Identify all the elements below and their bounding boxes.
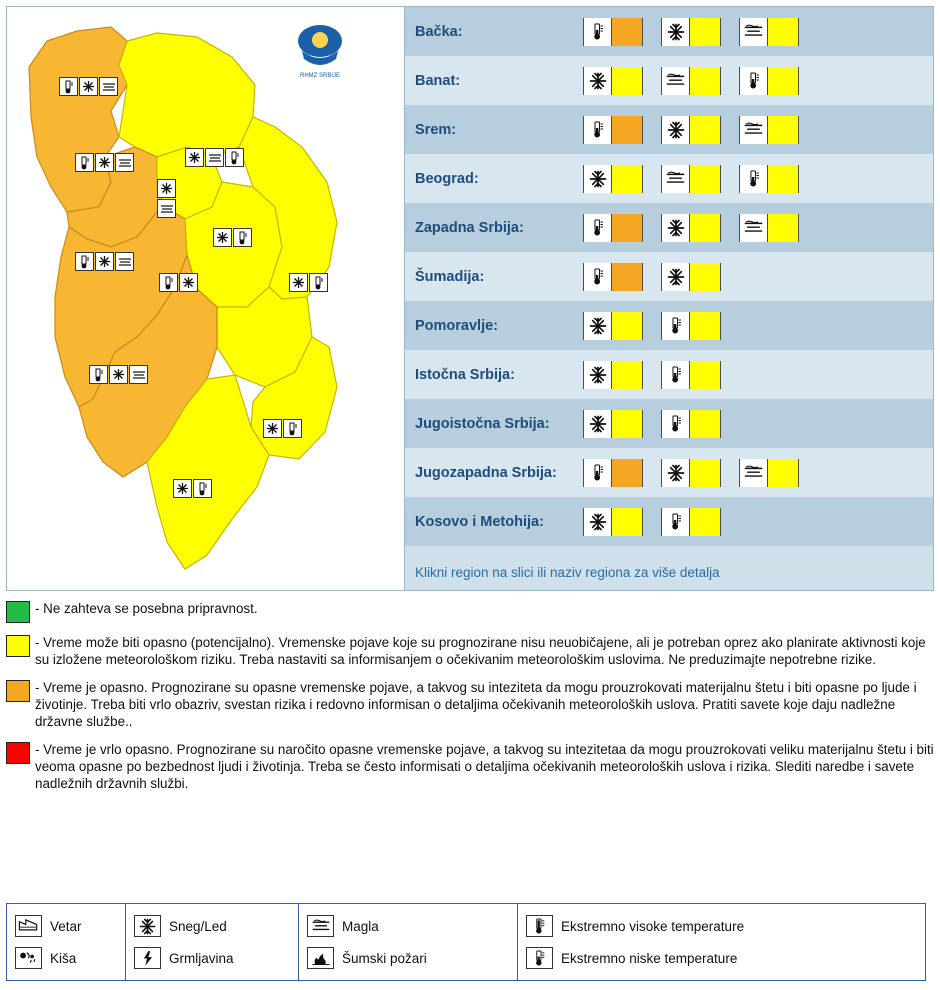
severity-color-block [690, 116, 720, 144]
legend-color-swatch [6, 680, 30, 702]
rhmz-logo [292, 21, 348, 83]
symbol-legend-item [307, 947, 517, 969]
fog-icon [740, 18, 768, 46]
symbol-label: Šumski požari [342, 950, 427, 966]
low-temp-icon [584, 214, 612, 242]
warning-icons [583, 459, 799, 487]
warning-indicator [583, 214, 643, 242]
warning-indicator [583, 459, 643, 487]
low-temp-icon [662, 508, 690, 536]
region-name-link[interactable]: Srem: [415, 121, 457, 138]
symbol-legend-item [526, 915, 918, 937]
low-temp-icon [233, 228, 252, 247]
severity-color-block [768, 67, 798, 95]
region-name-link[interactable]: Bačka: [415, 23, 463, 40]
legend-level [6, 600, 934, 623]
fog-icon [129, 365, 148, 384]
region-row[interactable] [405, 7, 933, 56]
warning-indicator [661, 312, 721, 340]
warning-indicator [583, 410, 643, 438]
map-badges-istocna-srbija[interactable] [289, 273, 328, 292]
region-row[interactable] [405, 154, 933, 203]
severity-color-block [690, 361, 720, 389]
severity-color-block [612, 116, 642, 144]
warning-icons [583, 508, 721, 536]
severity-color-block [612, 67, 642, 95]
fog-icon [115, 153, 134, 172]
rain-icon [15, 947, 42, 969]
severity-color-block [690, 410, 720, 438]
legend-description: - Ne zahteva se posebna pripravnost. [35, 601, 258, 616]
symbol-label: Grmljavina [169, 950, 234, 966]
region-row[interactable] [405, 448, 933, 497]
warning-icons [583, 214, 799, 242]
symbol-legend-column [299, 915, 517, 969]
snow-ice-icon [662, 263, 690, 291]
warning-indicator [739, 116, 799, 144]
snow-ice-icon [662, 459, 690, 487]
severity-color-block [612, 410, 642, 438]
snow-ice-icon [134, 915, 161, 937]
snow-ice-icon [213, 228, 232, 247]
legend-color-swatch [6, 601, 30, 623]
severity-color-block [690, 165, 720, 193]
severity-color-block [612, 263, 642, 291]
symbol-legend-item [307, 915, 517, 937]
symbol-legend-column [126, 915, 298, 969]
region-row[interactable] [405, 203, 933, 252]
region-row[interactable] [405, 497, 933, 546]
region-name-link[interactable]: Beograd: [415, 170, 479, 187]
warning-indicator [583, 508, 643, 536]
warning-indicator [661, 67, 721, 95]
symbol-label: Ekstremno visoke temperature [561, 918, 745, 934]
region-row[interactable] [405, 350, 933, 399]
severity-color-block [612, 459, 642, 487]
warning-indicator [583, 165, 643, 193]
low-temp-icon [662, 361, 690, 389]
severity-color-block [768, 459, 798, 487]
severity-color-block [690, 18, 720, 46]
high-temp-icon [526, 915, 553, 937]
fog-icon [157, 199, 176, 218]
warning-indicator [739, 459, 799, 487]
warning-indicator [661, 410, 721, 438]
region-name-link[interactable]: Zapadna Srbija: [415, 219, 524, 236]
warning-icons [583, 165, 799, 193]
map-badges-zapadna-srbija[interactable] [75, 252, 134, 271]
symbol-legend-item [15, 947, 125, 969]
warning-icons [583, 410, 721, 438]
map-badges-beograd[interactable] [157, 179, 176, 218]
snow-ice-icon [185, 148, 204, 167]
legend-color-swatch [6, 635, 30, 657]
warning-indicator [583, 67, 643, 95]
snow-ice-icon [289, 273, 308, 292]
warning-indicator [661, 459, 721, 487]
warning-overview [6, 6, 934, 591]
map-badges-banat[interactable] [185, 148, 244, 167]
symbol-label: Magla [342, 918, 379, 934]
snow-ice-icon [662, 214, 690, 242]
warning-indicator [661, 116, 721, 144]
snow-ice-icon [584, 508, 612, 536]
legend-description: - Vreme je opasno. Prognozirane su opasne vremenske pojave, a takvog su inteziteta da mogu prouzrokovati materijalnu štetu i biti opasne po ljude i životinje. Treba biti vrlo obazriv, svestan rizika i redovno informisan o detaljima očekivanih meteoroloških uslova. Pratiti savete koje daju nadležne državne službe.. [35, 680, 917, 729]
snow-ice-icon [157, 179, 176, 198]
map-badges-backa[interactable] [59, 77, 118, 96]
warning-indicator [661, 508, 721, 536]
map-badges-central[interactable] [159, 273, 198, 292]
region-name-link[interactable]: Pomoravlje: [415, 317, 498, 334]
low-temp-icon [159, 273, 178, 292]
region-row[interactable] [405, 252, 933, 301]
warning-icons [583, 18, 799, 46]
symbol-label: Kiša [50, 950, 77, 966]
severity-color-block [690, 214, 720, 242]
severity-color-block [690, 67, 720, 95]
legend-level [6, 634, 934, 668]
warning-icons [583, 116, 799, 144]
low-temp-icon [584, 18, 612, 46]
symbol-legend-column [7, 915, 125, 969]
legend-description: - Vreme je vrlo opasno. Prognozirane su naročito opasne vremenske pojave, a takvog su intezitetaa da mogu prouzrokovati veliku materijalnu štetu i biti veoma opasne po bezbednost ljudi i životinja. Treba se često informisati o detaljima očekivanih meteoroloških uslova i rizika. Slediti naredbe i savete nadležnih državnih službi. [35, 742, 934, 791]
severity-color-block [612, 312, 642, 340]
region-name-link[interactable]: Kosovo i Metohija: [415, 513, 544, 530]
warning-indicator [661, 263, 721, 291]
low-temp-icon [283, 419, 302, 438]
warning-indicator [739, 18, 799, 46]
symbol-legend-column [518, 915, 918, 969]
warning-icons [583, 361, 721, 389]
severity-color-block [768, 116, 798, 144]
low-temp-icon [662, 410, 690, 438]
fog-icon [662, 67, 690, 95]
severity-color-block [768, 165, 798, 193]
warning-indicator [661, 361, 721, 389]
low-temp-icon [662, 312, 690, 340]
map-hint-text: Klikni region na slici ili naziv regiona za više detalja [415, 565, 720, 580]
region-name-link[interactable]: Istočna Srbija: [415, 366, 515, 383]
snow-ice-icon [263, 419, 282, 438]
low-temp-icon [309, 273, 328, 292]
warning-indicator [739, 165, 799, 193]
region-name-link[interactable]: Jugoistočna Srbija: [415, 415, 550, 432]
thunderstorm-icon [134, 947, 161, 969]
low-temp-icon [584, 459, 612, 487]
warning-indicator [583, 18, 643, 46]
low-temp-icon [526, 947, 553, 969]
warning-indicator [583, 361, 643, 389]
severity-color-block [690, 459, 720, 487]
low-temp-icon [584, 116, 612, 144]
snow-ice-icon [584, 67, 612, 95]
severity-color-block [612, 165, 642, 193]
serbia-map[interactable] [7, 7, 405, 590]
fog-icon [740, 116, 768, 144]
warning-icons [583, 312, 721, 340]
snow-ice-icon [584, 165, 612, 193]
snow-ice-icon [95, 252, 114, 271]
severity-color-block [612, 18, 642, 46]
symbol-legend [6, 903, 926, 981]
severity-color-block [612, 508, 642, 536]
map-badges-sumadija[interactable] [213, 228, 252, 247]
fog-icon [115, 252, 134, 271]
warning-indicator [583, 312, 643, 340]
region-name-link[interactable]: Šumadija: [415, 268, 485, 285]
symbol-legend-item [134, 947, 298, 969]
warning-indicator [661, 18, 721, 46]
fog-icon [740, 459, 768, 487]
severity-color-block [768, 214, 798, 242]
snow-ice-icon [662, 116, 690, 144]
severity-color-block [768, 18, 798, 46]
wind-icon [15, 915, 42, 937]
map-badges-jugoistocna-srbija[interactable] [263, 419, 302, 438]
low-temp-icon [584, 263, 612, 291]
legend-level [6, 741, 934, 792]
low-temp-icon [75, 252, 94, 271]
snow-ice-icon [95, 153, 114, 172]
snow-ice-icon [584, 410, 612, 438]
legend-description: - Vreme može biti opasno (potencijalno). Vremenske pojave koje su prognozirane nisu neuobičajene, ali je potreban oprez ako planirate aktivnosti koje su izložene meteorološkom riziku. Treba nastaviti sa informisanjem o očekivanim meteorološkim uslovima. Ne preduzimajte nepotrebne rizike. [35, 635, 926, 667]
fog-icon [740, 214, 768, 242]
severity-color-block [690, 263, 720, 291]
severity-color-block [690, 312, 720, 340]
region-row[interactable] [405, 105, 933, 154]
low-temp-icon [740, 67, 768, 95]
symbol-label: Vetar [50, 918, 82, 934]
fog-icon [205, 148, 224, 167]
fog-icon [307, 915, 334, 937]
snow-ice-icon [79, 77, 98, 96]
low-temp-icon [740, 165, 768, 193]
symbol-label: Ekstremno niske temperature [561, 950, 738, 966]
warning-indicator [661, 165, 721, 193]
snow-ice-icon [109, 365, 128, 384]
warning-indicator [583, 116, 643, 144]
low-temp-icon [225, 148, 244, 167]
warning-indicator [739, 67, 799, 95]
symbol-label: Sneg/Led [169, 918, 227, 934]
snow-ice-icon [584, 312, 612, 340]
symbol-legend-item [526, 947, 918, 969]
severity-color-block [690, 508, 720, 536]
fog-icon [662, 165, 690, 193]
svg-text:RHMZ SRBIJE: RHMZ SRBIJE [299, 73, 341, 79]
region-row[interactable] [405, 56, 933, 105]
region-warning-table [405, 7, 933, 590]
warning-icons [583, 263, 721, 291]
region-row[interactable] [405, 301, 933, 350]
low-temp-icon [75, 153, 94, 172]
low-temp-icon [89, 365, 108, 384]
snow-ice-icon [173, 479, 192, 498]
snow-ice-icon [584, 361, 612, 389]
region-row[interactable] [405, 399, 933, 448]
map-badges-kosovo-i-metohija[interactable] [173, 479, 212, 498]
warning-indicator [739, 214, 799, 242]
symbol-legend-item [134, 915, 298, 937]
region-name-link[interactable]: Banat: [415, 72, 461, 89]
low-temp-icon [59, 77, 78, 96]
warning-icons [583, 67, 799, 95]
region-name-link[interactable]: Jugozapadna Srbija: [415, 464, 557, 481]
low-temp-icon [193, 479, 212, 498]
snow-ice-icon [662, 18, 690, 46]
snow-ice-icon [179, 273, 198, 292]
fog-icon [99, 77, 118, 96]
map-badges-jugozapadna-srbija[interactable] [89, 365, 148, 384]
symbol-legend-item [15, 915, 125, 937]
severity-color-block [612, 214, 642, 242]
warning-indicator [583, 263, 643, 291]
forest-fire-icon [307, 947, 334, 969]
legend-color-swatch [6, 742, 30, 764]
map-badges-srem[interactable] [75, 153, 134, 172]
warning-indicator [661, 214, 721, 242]
severity-legend [6, 600, 934, 803]
severity-color-block [612, 361, 642, 389]
legend-level [6, 679, 934, 730]
